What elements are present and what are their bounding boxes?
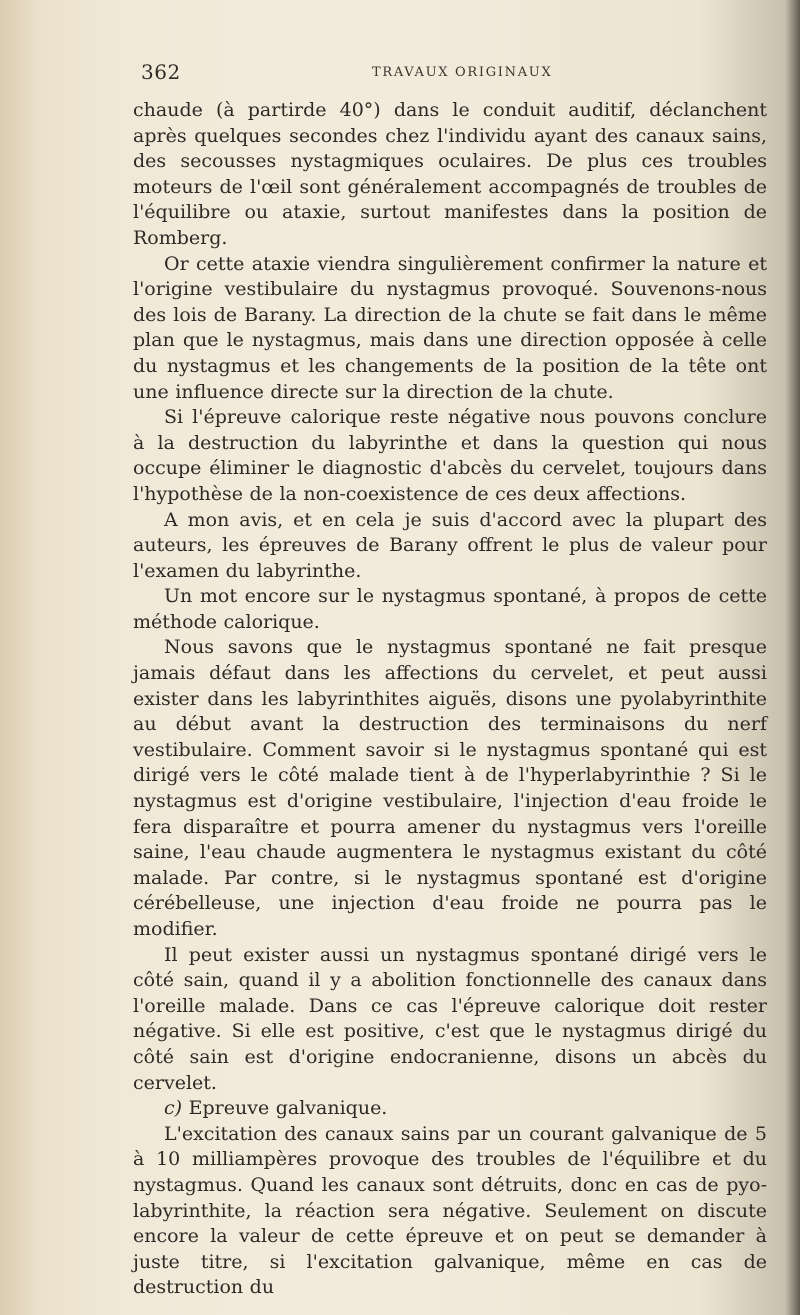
paragraph-2: Or cette ataxie viendra singulièrement confirmer la nature et l'origine vestibulaire du nystagmus provoqué. Souvenons-nous des lois de Barany. La direction de la chute se fait dans le même plan que le nystagmus, mais dans une direction opposée à celle du nystagmus et les changements de la position de la tête ont une influence directe sur la direction de la chute. xyxy=(133,252,767,403)
section-marker: c) xyxy=(164,1097,183,1120)
page-header xyxy=(0,57,800,87)
paragraph-3: Si l'épreuve calorique reste négative nous pouvons conclure à la destruction du labyrinthe et dans la question qui nous occupe éliminer le diagnostic d'abcès du cervelet, toujours dans l'hypothèse de la non-coexistence de ces deux affections. xyxy=(133,406,767,505)
paragraph-1: chaude (à partirde 40°) dans le conduit auditif, déclanchent après quelques secondes chez l'individu ayant des canaux sains, des secousses nystagmiques oculaires. De plus ces troubles moteurs de l'œil sont généralement accompagnés de troubles de l'équilibre ou ataxie, surtout manifestes dans la position de Romberg. xyxy=(133,99,767,249)
section-heading xyxy=(133,1096,767,1122)
section-title: Epreuve galvanique. xyxy=(188,1097,388,1120)
paragraph-8: L'excitation des canaux sains par un courant galvanique de 5 à 10 milliampères provoque des troubles de l'équilibre et du nystagmus. Quand les canaux sont détruits, donc en cas de pyo-labyrinthite, la réaction sera négative. Seulement on discute encore la valeur de cette épreuve et on peut se demander à juste titre, si l'excitation galvanique, même en cas de destruction du xyxy=(133,1122,767,1299)
paragraph-6: Nous savons que le nystagmus spontané ne fait presque jamais défaut dans les affections du cervelet, et peut aussi exister dans les labyrinthites aiguës, disons une pyolabyrinthite au début avant la destruction des terminaisons du nerf vestibulaire. Comment savoir si le nystagmus spontané qui est dirigé vers le côté malade tient à de l'hyperlabyrinthie ? Si le nystagmus est d'origine vestibulaire, l'injection d'eau froide le fera disparaître et pourra amener du nystagmus vers l'oreille saine, l'eau chaude augmentera le nystagmus existant du côté malade. Par contre, si le nystagmus spontané est d'origine cérébelleuse, une injection d'eau froide ne pourra pas le modifier. xyxy=(133,636,767,940)
paragraph-5: Un mot encore sur le nystagmus spontané, à propos de cette méthode calorique. xyxy=(133,585,767,633)
running-head: TRAVAUX ORIGINAUX xyxy=(372,65,553,80)
paragraph-4: A mon avis, et en cela je suis d'accord avec la plupart des auteurs, les épreuves de Barany offrent le plus de valeur pour l'examen du labyrinthe. xyxy=(133,508,767,582)
page-body xyxy=(133,98,767,1301)
page-number: 362 xyxy=(141,60,181,84)
paragraph-7: Il peut exister aussi un nystagmus spontané dirigé vers le côté sain, quand il y a abolition fonctionnelle des canaux dans l'oreille malade. Dans ce cas l'épreuve calorique doit rester négative. Si elle est positive, c'est que le nystagmus dirigé du côté sain est d'origine endocranienne, disons un abcès du cervelet. xyxy=(133,943,767,1094)
